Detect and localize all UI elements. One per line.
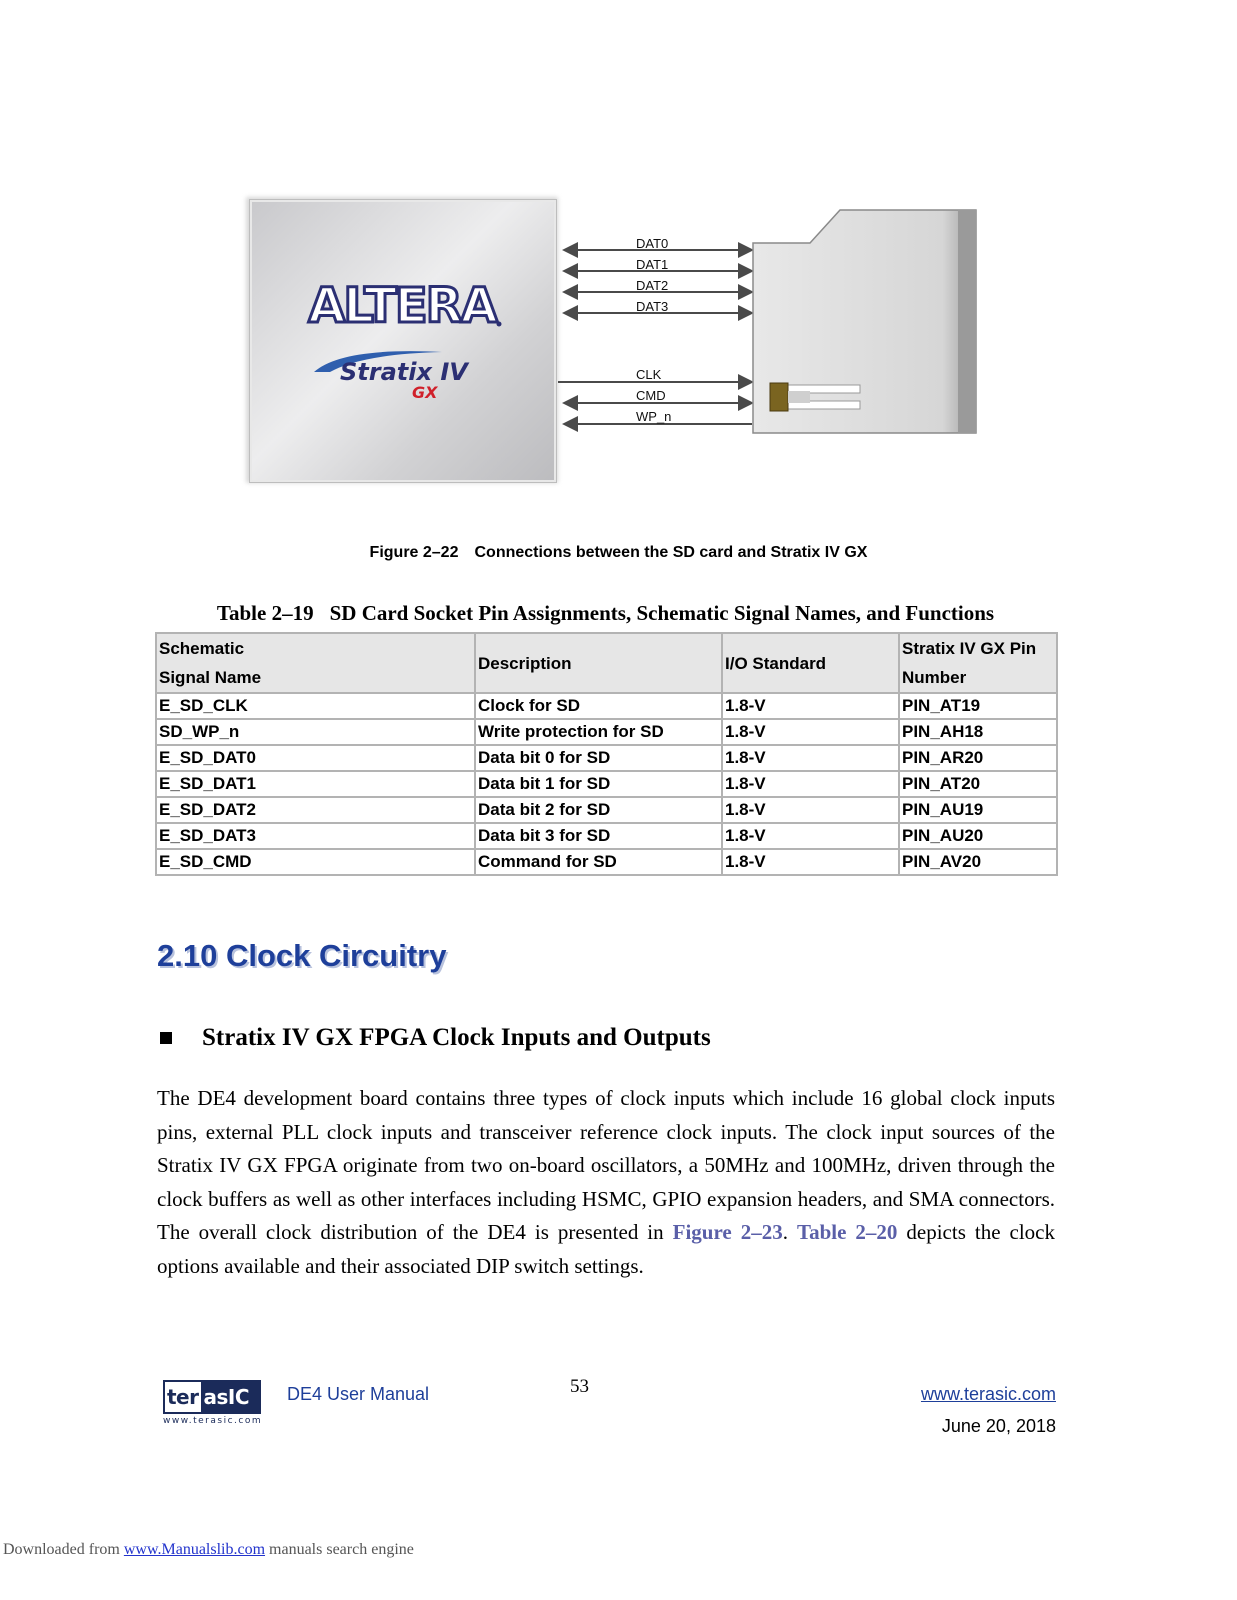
cell-signal: SD_WP_n — [156, 719, 475, 745]
sd-pin-assignment-table — [155, 632, 1058, 876]
header-pin-number: Stratix IV GX Pin Number — [899, 633, 1057, 693]
cell-pin: PIN_AU20 — [899, 823, 1057, 849]
page-number: 53 — [570, 1376, 589, 1397]
cell-io: 1.8-V — [722, 719, 899, 745]
sub-heading-text: Stratix IV GX FPGA Clock Inputs and Outputs — [202, 1024, 711, 1051]
logo-url-text: www.terasic.com — [163, 1416, 263, 1426]
cell-description: Data bit 3 for SD — [475, 823, 722, 849]
table-header-row — [156, 633, 1057, 693]
signal-label-dat1: DAT1 — [636, 257, 669, 272]
manualslib-link[interactable]: www.Manualslib.com — [123, 1541, 266, 1558]
cell-io: 1.8-V — [722, 849, 899, 875]
table-2-20-link[interactable]: Table 2–20 — [797, 1220, 898, 1245]
signal-label-dat2: DAT2 — [636, 278, 669, 293]
cell-description: Clock for SD — [475, 693, 722, 719]
table-row — [156, 719, 1057, 745]
cell-pin: PIN_AR20 — [899, 745, 1057, 771]
table-caption-number: Table 2–19 — [216, 601, 314, 625]
section-heading: 2.10 Clock Circuitry — [157, 938, 447, 973]
altera-stratix-logo — [252, 202, 554, 480]
cell-io: 1.8-V — [722, 693, 899, 719]
download-prefix: Downloaded from — [3, 1541, 124, 1558]
cell-signal: E_SD_DAT2 — [156, 797, 475, 823]
cell-description: Data bit 2 for SD — [475, 797, 722, 823]
table-row — [156, 849, 1057, 875]
sd-card-socket — [750, 205, 980, 435]
body-text-part3: depicts the clock options available and their associated DIP switch settings. — [157, 1220, 1055, 1278]
cell-description: Data bit 0 for SD — [475, 745, 722, 771]
body-text-part1: The DE4 development board contains three types of clock inputs which include 16 global clock inputs pins, external PLL clock inputs and transceiver reference clock inputs. The clock input sources of the Stratix IV GX FPGA originate from two on-board oscillators, a 50MHz and 100MHz, driven through the clock buffers as well as other interfaces including HSMC, GPIO expansion headers, and SMA connectors. The overall clock distribution of the DE4 is presented in — [157, 1086, 1055, 1245]
header-description: Description — [475, 633, 722, 693]
figure-caption-text: Connections between the SD card and Stratix IV GX — [474, 544, 868, 561]
header-signal-name: Schematic Signal Name — [156, 633, 475, 693]
cell-description: Data bit 1 for SD — [475, 771, 722, 797]
table-row — [156, 823, 1057, 849]
table-caption — [155, 601, 1056, 626]
altera-logo-text: ALTERA — [308, 278, 496, 334]
signal-label-dat3: DAT3 — [636, 299, 669, 314]
cell-description: Command for SD — [475, 849, 722, 875]
signal-label-clk: CLK — [636, 367, 662, 382]
figure-caption — [0, 544, 1237, 562]
stratix-family-text: Stratix IV — [340, 358, 468, 386]
cell-signal: E_SD_DAT3 — [156, 823, 475, 849]
cell-io: 1.8-V — [722, 797, 899, 823]
cell-signal: E_SD_CLK — [156, 693, 475, 719]
table-caption-text: SD Card Socket Pin Assignments, Schematic Signal Names, and Functions — [329, 601, 995, 625]
fpga-chip — [250, 200, 556, 482]
logo-text-right: asIC — [201, 1382, 260, 1412]
table-row — [156, 745, 1057, 771]
sd-card-connection-figure — [230, 185, 1020, 535]
cell-io: 1.8-V — [722, 823, 899, 849]
square-bullet-icon — [160, 1032, 172, 1044]
table-row — [156, 693, 1057, 719]
cell-signal: E_SD_DAT0 — [156, 745, 475, 771]
signal-label-dat0: DAT0 — [636, 236, 669, 251]
cell-pin: PIN_AH18 — [899, 719, 1057, 745]
signal-label-cmd: CMD — [636, 388, 666, 403]
cell-pin: PIN_AT20 — [899, 771, 1057, 797]
table-row — [156, 771, 1057, 797]
cell-pin: PIN_AT19 — [899, 693, 1057, 719]
cell-signal: E_SD_CMD — [156, 849, 475, 875]
body-paragraph — [157, 1082, 1055, 1284]
cell-io: 1.8-V — [722, 771, 899, 797]
cell-description: Write protection for SD — [475, 719, 722, 745]
cell-signal: E_SD_DAT1 — [156, 771, 475, 797]
figure-2-23-link[interactable]: Figure 2–23 — [672, 1220, 783, 1245]
cell-pin: PIN_AU19 — [899, 797, 1057, 823]
sub-heading — [160, 1024, 711, 1052]
terasic-logo — [163, 1380, 261, 1424]
logo-text-left: ter — [165, 1382, 201, 1412]
cell-pin: PIN_AV20 — [899, 849, 1057, 875]
download-notice — [3, 1541, 414, 1559]
footer-manual-title: DE4 User Manual — [287, 1384, 430, 1404]
gx-variant-text: GX — [412, 383, 438, 402]
signal-label-wp-n: WP_n — [636, 409, 672, 424]
figure-caption-number: Figure 2–22 — [369, 544, 459, 561]
cell-io: 1.8-V — [722, 745, 899, 771]
footer-website-link[interactable]: www.terasic.com — [920, 1384, 1056, 1404]
footer-date: June 20, 2018 — [941, 1416, 1056, 1436]
table-row — [156, 797, 1057, 823]
body-text-part2: . — [782, 1220, 797, 1245]
header-io-standard: I/O Standard — [722, 633, 899, 693]
download-suffix: manuals search engine — [265, 1541, 414, 1558]
